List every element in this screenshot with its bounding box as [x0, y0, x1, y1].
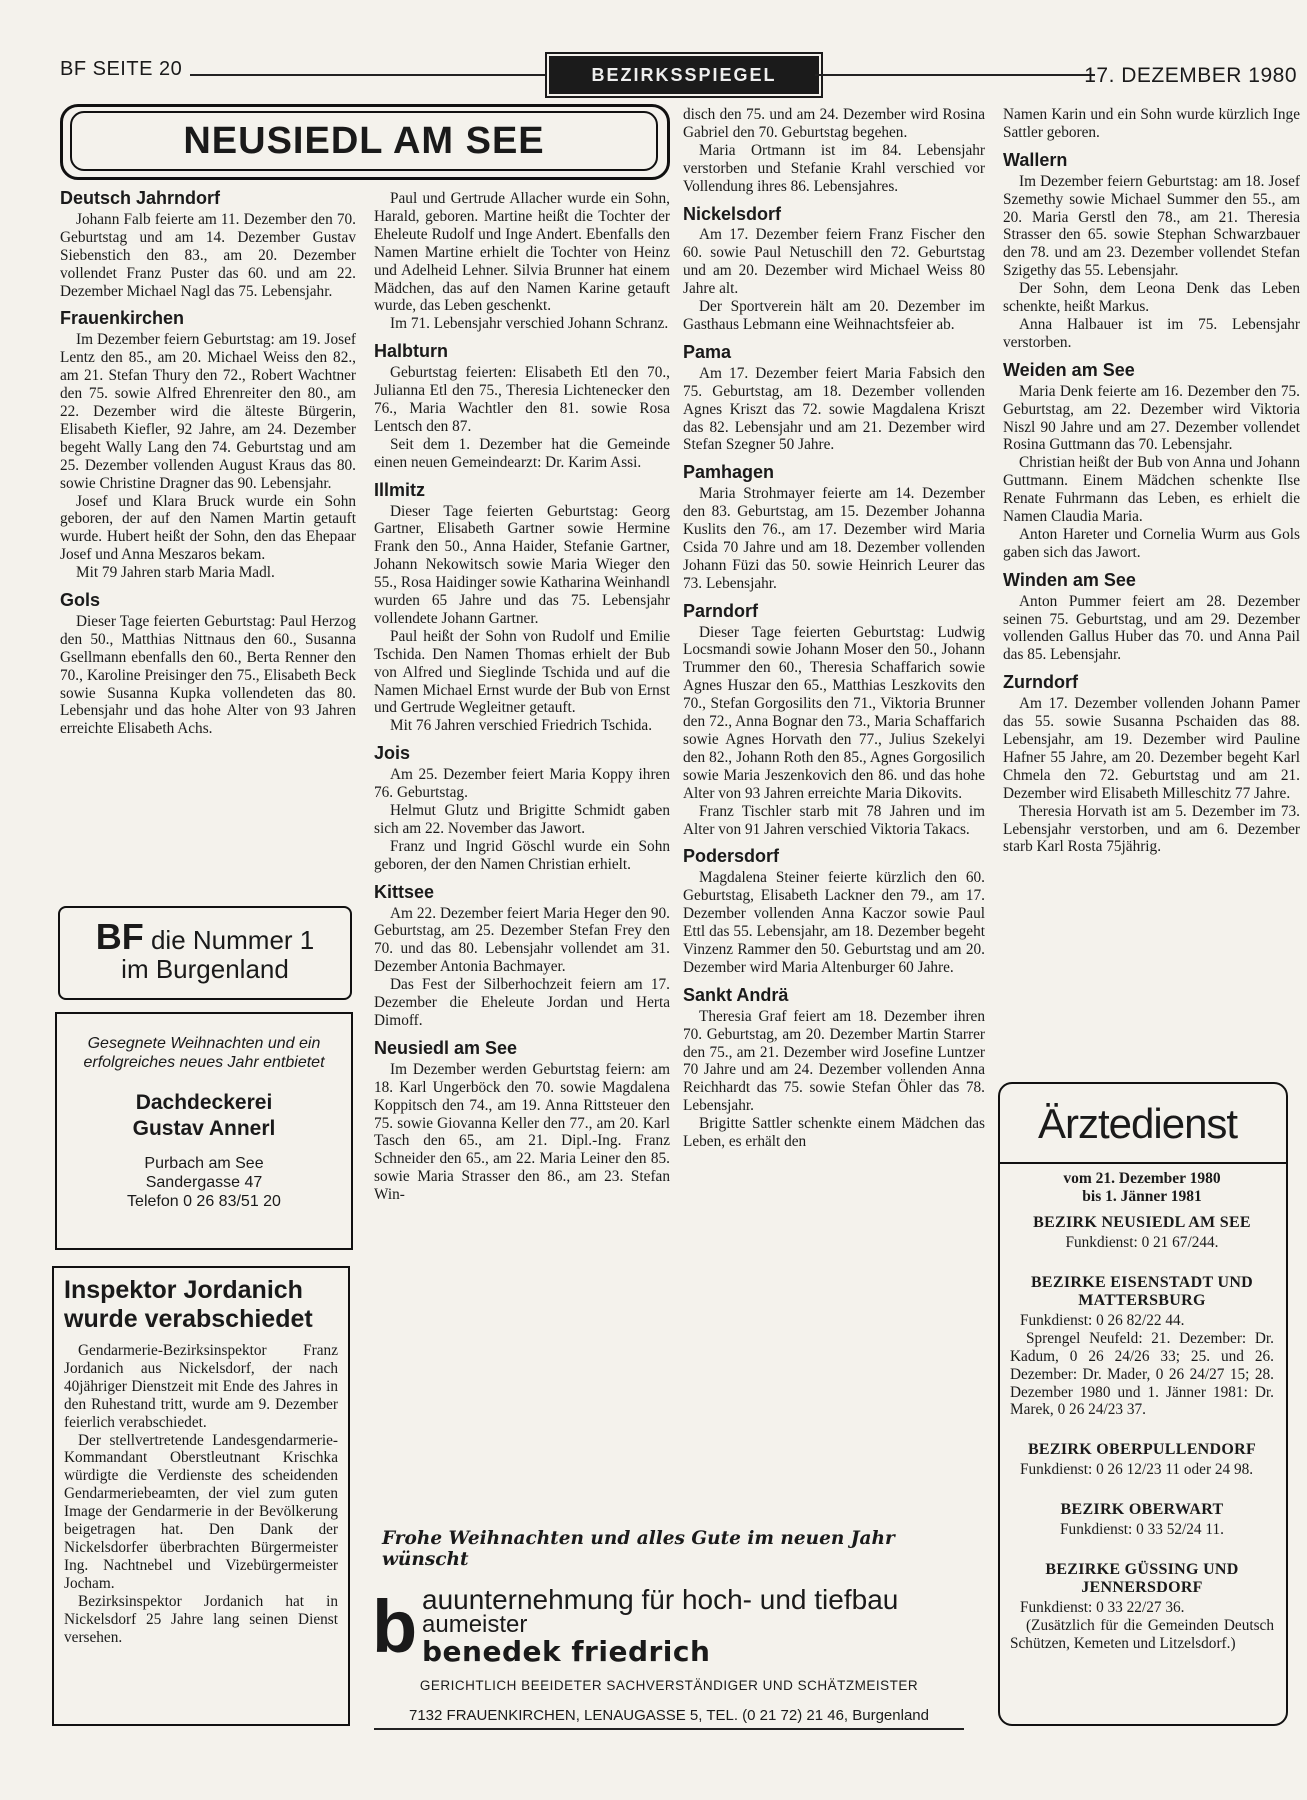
ad-dachdeckerei — [55, 1012, 353, 1250]
paragraph: Anton Hareter und Cornelia Wurm aus Gols gaben sich das Jawort. — [1003, 525, 1300, 561]
heading-frauenkirchen: Frauenkirchen — [60, 308, 185, 329]
page-title: NEUSIEDL AM SEE — [70, 111, 658, 171]
header-rule-left — [190, 74, 545, 76]
article-headline: Inspektor Jordanich wurde verabschiedet — [64, 1276, 313, 1333]
paragraph: Maria Ortmann ist im 84. Lebensjahr verstorben und Stefanie Krahl verschied vor Vollendung ihres 86. Lebensjahres. — [683, 141, 985, 195]
ad-company-line1: Dachdeckerei — [135, 1091, 273, 1114]
paragraph: Magdalena Steiner feierte kürzlich den 60. Geburtstag, Elisabeth Lackner den 79., am 17. Dezember vollenden Anna Kaczor sowie Paul Ettl das 55. Lebensjahr, am 18. Dezember begeht Vinzenz Rammer den 50. Geburtstag und am 20. Dezember wird Maria Altenburger 60 Jahre. — [683, 869, 985, 976]
heading-pamhagen: Pamhagen — [683, 462, 775, 483]
paragraph: Johann Falb feierte am 11. Dezember den 70. Geburtstag und am 14. Dezember Gustav Siebenstich den 83., am 20. Dezember vollendet Franz Puster das 60. und am 22. Dezember Michael Nagl das 75. Lebensjahr. — [60, 210, 356, 300]
paragraph: Am 17. Dezember feiert Maria Fabsich den 75. Geburtstag, am 18. Dezember vollenden Agnes Kriszt das 72. sowie Magdalena Kriszt das 82. Lebensjahr und am 21. Dezember wird Stefan Szegner 50 Jahre. — [683, 364, 985, 454]
paragraph: Bezirksinspektor Jordanich hat in Nickelsdorf 25 Jahre lang seinen Dienst versehen. — [64, 1592, 338, 1646]
paragraph: Anton Pummer feiert am 28. Dezember seinen 75. Geburtstag, und am 29. Dezember vollenden Gallus Huber das 70. und Anna Pail das 85. Lebensjahr. — [1003, 592, 1300, 664]
heading-halbturn: Halbturn — [374, 341, 448, 362]
aerztedienst-title: Ärztedienst — [1038, 1100, 1238, 1147]
issue-date: 17. DEZEMBER 1980 — [1084, 64, 1297, 87]
district-text: Funkdienst: 0 21 67/244. — [1065, 1234, 1219, 1251]
paragraph: Am 22. Dezember feiert Maria Heger den 90. Geburtstag, am 25. Dezember Stefan Frey den 70. und das 80. Lebensjahr vollendet am 31. Dezember Antonia Bachmayer. — [374, 904, 670, 976]
district-text: Funkdienst: 0 26 12/23 11 oder 24 98. — [1020, 1461, 1254, 1479]
paragraph: Im Dezember feiern Geburtstag: am 19. Josef Lentz den 85., am 20. Michael Weiss den 82., am 21. Stefan Thury den 72., Robert Wachtner den 75. sowie Alfred Ehrenreiter den 80., am 22. Dezember wird die älteste Bürgerin, Elisabeth Kiefler, 92 Jahre, am 24. Dezember begeht Wally Lang den 74. Geburtstag und am 25. Dezember vollenden August Kraus das 80. sowie Christine Dragner das 90. Lebensjahr. — [60, 331, 356, 492]
heading-jois: Jois — [374, 743, 411, 764]
heading-wallern: Wallern — [1003, 149, 1068, 170]
paragraph: Der stellvertretende Landesgendarmerie-Kommandant Oberstleutnant Krischka würdigte die Verdienste des scheidenden Gendarmeriebeamten, der viel zum guten Image der Gendarmerie in der Bevölkerung beigetragen hat. Den Dank der Nickelsdorfer überbrachten Bürgermeister Ing. Nachtnebel und Vizebürgermeister Jocham. — [64, 1431, 338, 1592]
heading-gols: Gols — [60, 590, 101, 611]
column-4 — [1003, 106, 1300, 856]
paragraph: Geburtstag feierten: Elisabeth Etl den 70., Julianna Etl den 75., Theresia Lichtenecker den 76., Maria Wachtler den 81. sowie Rosa Lentsch den 87. — [374, 364, 670, 435]
page-number: BF SEITE 20 — [60, 58, 183, 80]
ad-address: 7132 FRAUENKIRCHEN, LENAUGASSE 5, TEL. (0 21 72) 21 46, Burgenland — [409, 1707, 929, 1724]
paragraph: Maria Denk feierte am 16. Dezember den 75. Geburtstag, am 22. Dezember wird Viktoria Niszl 90 Jahre und am 27. Dezember vollendet Rosina Guttmann das 70. Lebensjahr. — [1003, 382, 1300, 454]
section-badge: BEZIRKSSPIEGEL — [549, 56, 819, 94]
paragraph: Franz und Ingrid Göschl wurde ein Sohn geboren, der den Namen Christian erhielt. — [374, 837, 670, 873]
heading-parndorf: Parndorf — [683, 600, 759, 621]
district-text: Funkdienst: 0 26 82/22 44. — [1020, 1311, 1185, 1329]
ad-greeting: Gesegnete Weihnachten und ein erfolgreiches neues Jahr entbietet — [83, 1035, 325, 1071]
paragraph: Im 71. Lebensjahr verschied Johann Schranz. — [390, 315, 669, 333]
bf-slogan-line2: im Burgenland — [121, 954, 289, 984]
paragraph: Theresia Graf feiert am 18. Dezember ihren 70. Geburtstag, am 20. Dezember Martin Starrer den 75., am 21. Dezember wird Josefine Luntzer 70 Jahre und am 24. Dezember vollenden Anna Reichhardt das 75. sowie Stefan Öhler das 78. Lebensjahr. — [683, 1007, 985, 1115]
column-1 — [60, 190, 356, 738]
district-text: Funkdienst: 0 33 52/24 11. — [1060, 1521, 1224, 1539]
heading-weiden-am-see: Weiden am See — [1003, 359, 1135, 380]
paragraph: Mit 79 Jahren starb Maria Madl. — [76, 564, 275, 582]
aerztedienst-dates-to: bis 1. Jänner 1981 — [1082, 1188, 1202, 1205]
aerztedienst-box — [998, 1082, 1288, 1724]
heading-deutsch-jahrndorf: Deutsch Jahrndorf — [60, 188, 221, 208]
ad-phone: Telefon 0 26 83/51 20 — [127, 1193, 281, 1210]
ad-qualification: GERICHTLICH BEEIDETER SACHVERSTÄNDIGER UND SCHÄTZMEISTER — [419, 1678, 919, 1693]
heading-nickelsdorf: Nickelsdorf — [683, 203, 782, 224]
paragraph: Gendarmerie-Bezirksinspektor Franz Jordanich aus Nickelsdorf, der nach 40jähriger Dienstzeit mit Ende des Jahres in den Ruhestand tritt, wurde am 9. Dezember feierlich verabschiedet. — [64, 1342, 338, 1431]
paragraph: Dieser Tage feierten Geburtstag: Georg Gartner, Elisabeth Gartner sowie Hermine Frank den 50., Anna Haider, Stefanie Gartner, Johann Nekowitsch sowie Maria Wieger den 55., Rosa Haidinger sowie Katharina Weinhandl wurden 65 Jahre und das 75. Lebensjahr vollendete Johann Gartner. — [374, 502, 670, 627]
paragraph: Am 17. Dezember vollenden Johann Pamer das 55. sowie Susanna Pschaiden das 88. Lebensjahr, am 19. Dezember wird Pauline Hafner 55 Jahre, am 20. Dezember begeht Karl Chmela den 72. Geburtstag und am 21. Dezember wird Elisabeth Milleschitz 77 Jahre. — [1003, 695, 1300, 802]
ad-logo-letter: b — [372, 1585, 418, 1668]
district-text: Funkdienst: 0 33 22/27 36. — [1020, 1599, 1185, 1617]
ad-firm-name: benedek friedrich — [422, 1635, 711, 1668]
paragraph: Der Sohn, dem Leona Denk das Leben schenkte, heißt Markus. — [1003, 280, 1300, 316]
paragraph: Anna Halbauer ist im 75. Lebensjahr verstorben. — [1003, 315, 1300, 351]
paragraph: Christian heißt der Bub von Anna und Johann Guttmann. Einem Mädchen schenkte Ilse Renate Fuhrmann das Leben, es erhielt die Namen Claudia Maria. — [1003, 454, 1300, 526]
paragraph: Seit dem 1. Dezember hat die Gemeinde einen neuen Gemeindearzt: Dr. Karim Assi. — [374, 435, 670, 471]
heading-zurndorf: Zurndorf — [1003, 672, 1078, 693]
heading-winden-am-see: Winden am See — [1003, 569, 1136, 590]
district-heading: BEZIRKE GÜSSING UND JENNERSDORF — [1045, 1561, 1239, 1597]
paragraph: Paul heißt der Sohn von Rudolf und Emilie Tschida. Den Namen Thomas erhielt der Bub von Alfred und Sieglinde Tschida und auf die Namen Michael Ernst wurde der Bub von Ernst und Gertrude Wegleitner getauft. — [374, 627, 670, 717]
bf-slogan-box — [58, 906, 352, 1000]
aerztedienst-dates-from: vom 21. Dezember 1980 — [1063, 1170, 1221, 1187]
paragraph: Paul und Gertrude Allacher wurde ein Sohn, Harald, geboren. Martine heißt die Tochter der Eheleute Rudolf und Inge Andert. Ebenfalls den Namen Martine erhielt die Tochter von Heinz und Adelheid Lehner. Silvia Brunner hat einem Mädchen, das auf den Namen Karine getauft wurde, das Leben geschenkt. — [374, 190, 670, 315]
district-heading: BEZIRKE EISENSTADT UND MATTERSBURG — [1030, 1273, 1254, 1309]
district-note: (Zusätzlich für die Gemeinden Deutsch Schützen, Kemeten und Litzelsdorf.) — [1010, 1617, 1274, 1652]
paragraph: Im Dezember werden Geburtstag feiern: am 18. Karl Ungerböck den 70. sowie Magdalena Koppitsch den 74., am 19. Anna Rittsteuer den 75. sowie Giovanna Keller den 77., am 20. Karl Tasch den 65., am 21. Dipl.-Ing. Franz Schneider den 65., am 22. Maria Leiner den 85. sowie Maria Strasser den 86., am 23. Stefan Win- — [374, 1060, 670, 1204]
paragraph: Franz Tischler starb mit 78 Jahren und im Alter von 91 Jahren verschied Viktoria Takacs. — [683, 802, 985, 838]
column-2 — [374, 190, 670, 1204]
paragraph: Josef und Klara Bruck wurde ein Sohn geboren, der auf den Namen Martin getauft wurde. Hubert heißt der Sohn, den das Ehepaar Josef und Anna Meszaros bekam. — [60, 492, 356, 564]
ad-street: Sandergasse 47 — [145, 1174, 263, 1191]
district-heading: BEZIRK OBERWART — [1060, 1501, 1224, 1519]
paragraph: Am 17. Dezember feiern Franz Fischer den 60. sowie Paul Netuschill den 72. Geburtstag und am 20. Dezember wird Michael Weiss 80 Jahre alt. — [683, 226, 985, 298]
district-heading: BEZIRK OBERPULLENDORF — [1027, 1441, 1257, 1459]
ad-bauunternehmung — [372, 1528, 966, 1724]
article-inspektor — [52, 1266, 350, 1726]
header-rule-right — [815, 74, 1095, 76]
heading-pama: Pama — [683, 341, 732, 362]
ad-firm-line2: aumeister — [422, 1611, 528, 1638]
paragraph: Namen Karin und ein Sohn wurde kürzlich Inge Sattler geboren. — [1003, 106, 1300, 141]
paragraph: Das Fest der Silberhochzeit feiern am 17. Dezember die Eheleute Jordan und Herta Dimoff. — [374, 976, 670, 1029]
ad-greeting: Frohe Weihnachten und alles Gute im neuen Jahr wünscht — [382, 1528, 895, 1570]
heading-neusiedl-am-see: Neusiedl am See — [374, 1037, 518, 1058]
ad-firm-line1: auunternehmung für hoch- und tiefbau — [422, 1584, 899, 1615]
paragraph: Dieser Tage feierten Geburtstag: Paul Herzog den 50., Matthias Nittnaus den 60., Susanna Gsellmann ebenfalls den 60., Berta Renner den 70., Karoline Preisinger den 75., Elisabeth Beck sowie Susanna Kupka vollendeten das 80. Lebensjahr und das hohe Alter von 93 Jahren erreichte Elisabeth Achs. — [60, 612, 356, 738]
paragraph: disch den 75. und am 24. Dezember wird Rosina Gabriel den 70. Geburtstag begehen. — [683, 106, 985, 141]
ad-bottom-rule — [374, 1728, 964, 1730]
paragraph: Theresia Horvath ist am 5. Dezember im 73. Lebensjahr verstorben, und am 6. Dezember starb Karl Rosta 75jährig. — [1003, 802, 1300, 856]
district-text: Sprengel Neufeld: 21. Dezember: Dr. Kadum, 0 26 24/26 33; 25. und 26. Dezember: Dr. Mader, 0 26 24/27 15; 28. Dezember 1980 und 1. Jänner 1981: Dr. Marek, 0 26 24/23 37. — [1010, 1329, 1274, 1419]
heading-illmitz: Illmitz — [374, 479, 426, 500]
heading-kittsee: Kittsee — [374, 881, 435, 902]
heading-sankt-andrae: Sankt Andrä — [683, 984, 789, 1005]
paragraph: Mit 76 Jahren verschied Friedrich Tschida. — [390, 717, 653, 735]
paragraph: Maria Strohmayer feierte am 14. Dezember den 83. Geburtstag, am 15. Dezember Johanna Kuslits den 76., am 17. Dezember wird Maria Csida 70 Jahre und am 18. Dezember vollenden Johann Füzi das 50. sowie Heinrich Leurer das 73. Lebensjahr. — [683, 485, 985, 592]
district-heading: BEZIRK NEUSIEDL AM SEE — [1033, 1214, 1251, 1231]
bf-slogan-line1: die Nummer 1 — [150, 925, 315, 955]
column-3 — [683, 106, 985, 1151]
bf-logo: BF — [95, 916, 144, 957]
paragraph: Helmut Glutz und Brigitte Schmidt gaben sich am 22. November das Jawort. — [374, 802, 670, 837]
paragraph: Dieser Tage feierten Geburtstag: Ludwig Locsmandi sowie Johann Moser den 50., Johann Trummer den 60., Theresia Schaffarich sowie Agnes Huszar den 65., Matthias Leszkovits den 70., Stefan Gorgosilits den 71., Viktoria Brunner den 72., Anna Bognar den 73., Maria Schaffarich sowie Agnes Horvath den 77., Julius Szekelyi den 82., Johann Roth den 85., Agnes Gorgosilich sowie Maria Jeszenkovich den 86. und das hohe Alter von 93 Jahren erreichte Maria Dikovits. — [683, 623, 985, 802]
ad-city: Purbach am See — [144, 1155, 264, 1172]
ad-company-line2: Gustav Annerl — [132, 1117, 276, 1140]
paragraph: Am 25. Dezember feiert Maria Koppy ihren 76. Geburtstag. — [374, 766, 670, 802]
paragraph: Brigitte Sattler schenkte einem Mädchen das Leben, es erhält den — [683, 1115, 985, 1151]
paragraph: Im Dezember feiern Geburtstag: am 18. Josef Szemethy sowie Michael Summer den 55., am 20. Maria Gerstl den 78., am 21. Theresia Strasser den 65. sowie Stephan Schwarzbauer den 78. und am 23. Dezember vollendet Stefan Szigethy das 55. Lebensjahr. — [1003, 172, 1300, 280]
paragraph: Der Sportverein hält am 20. Dezember im Gasthaus Lebmann eine Weihnachtsfeier ab. — [683, 298, 985, 333]
heading-podersdorf: Podersdorf — [683, 846, 780, 867]
